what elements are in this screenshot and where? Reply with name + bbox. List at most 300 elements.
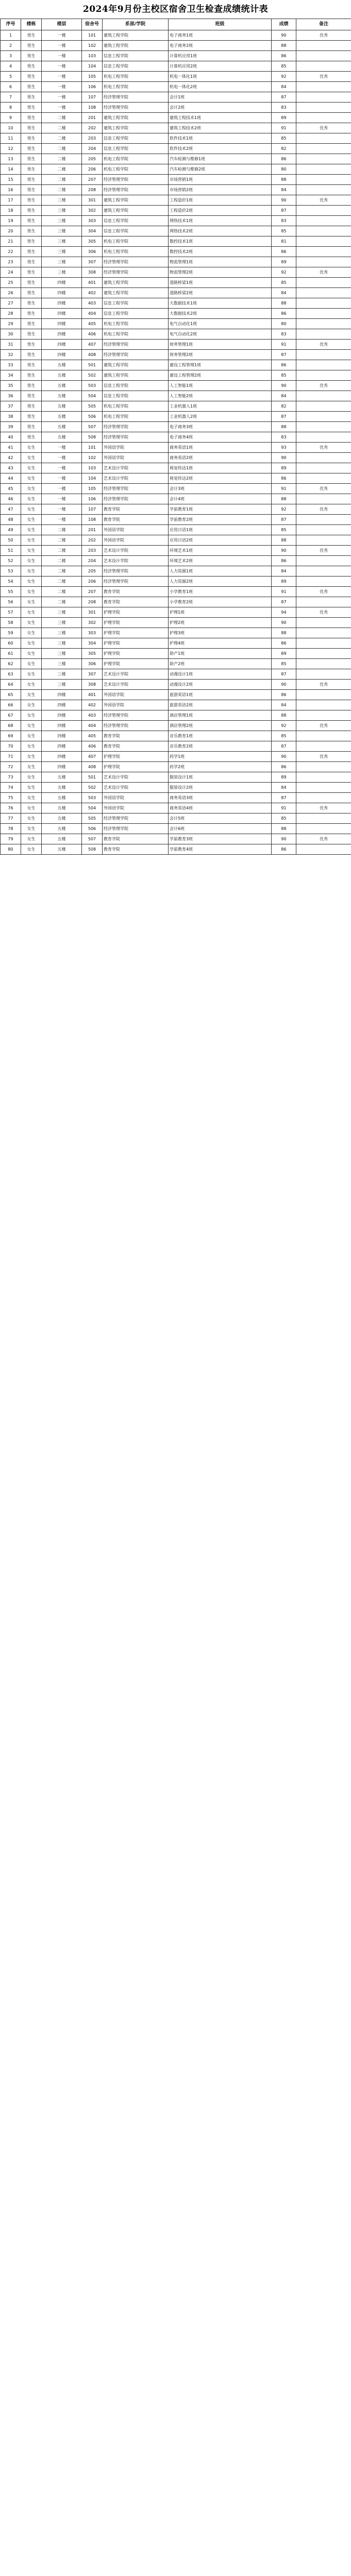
table-cell: 507 (82, 834, 103, 844)
table-row (1, 113, 351, 123)
table-cell: 207 (82, 587, 103, 597)
table-cell: 506 (82, 824, 103, 834)
table-cell: 502 (82, 370, 103, 381)
table-cell: 男生 (21, 432, 42, 443)
table-cell: 一楼 (42, 92, 82, 103)
table-cell: 男生 (21, 133, 42, 144)
table-cell: 工程造价1班 (169, 195, 272, 206)
table-cell: 85 (272, 61, 296, 72)
header-cell: 备注 (296, 19, 351, 30)
table-cell: 30 (1, 329, 21, 340)
table-cell: 酒店管理1班 (169, 710, 272, 721)
table-cell: 201 (82, 113, 103, 123)
table-cell: 203 (82, 546, 103, 556)
table-cell: 女生 (21, 752, 42, 762)
table-cell (296, 391, 351, 401)
table-cell: 91 (272, 484, 296, 494)
table-cell: 一楼 (42, 443, 82, 453)
table-row (1, 473, 351, 484)
table-cell: 83 (272, 329, 296, 340)
table-cell: 男生 (21, 391, 42, 401)
table-cell: 软件技术2班 (169, 144, 272, 154)
table-cell: 女生 (21, 453, 42, 463)
table-row (1, 329, 351, 340)
table-cell: 86 (272, 247, 296, 257)
sheet-title: 2024年9月份主校区宿舍卫生检查成绩统计表 (82, 4, 269, 14)
table-cell: 84 (272, 566, 296, 577)
table-cell (296, 370, 351, 381)
table-cell: 艺术设计学院 (103, 669, 169, 680)
table-cell: 90 (272, 680, 296, 690)
table-cell: 104 (82, 473, 103, 484)
table-cell: 男生 (21, 360, 42, 370)
table-cell: 63 (1, 669, 21, 680)
table-cell: 83 (272, 216, 296, 226)
table-cell (296, 51, 351, 61)
table-cell: 人工智能2班 (169, 391, 272, 401)
table-cell: 四楼 (42, 329, 82, 340)
table-cell (296, 638, 351, 649)
table-cell: 四楼 (42, 350, 82, 360)
table-cell: 男生 (21, 257, 42, 267)
table-cell: 88 (272, 824, 296, 834)
table-cell: 65 (1, 690, 21, 700)
table-cell: 三楼 (42, 247, 82, 257)
table-cell: 27 (1, 298, 21, 309)
table-cell (296, 61, 351, 72)
table-cell: 经济管理学院 (103, 350, 169, 360)
table-cell: 学前教育4班 (169, 844, 272, 855)
table-row (1, 525, 351, 535)
table-cell: 商务英语4班 (169, 803, 272, 814)
table-cell: 89 (272, 257, 296, 267)
table-cell: 15 (1, 175, 21, 185)
table-cell: 女生 (21, 834, 42, 844)
header-cell: 楼层 (42, 19, 82, 30)
table-cell: 28 (1, 309, 21, 319)
table-cell: 106 (82, 494, 103, 504)
table-cell: 学前教育3班 (169, 834, 272, 844)
table-cell: 78 (1, 824, 21, 834)
table-row (1, 195, 351, 206)
table-cell: 四楼 (42, 319, 82, 329)
table-cell: 303 (82, 628, 103, 638)
table-cell: 92 (272, 267, 296, 278)
table-cell: 电子商务1班 (169, 30, 272, 41)
table-cell (296, 257, 351, 267)
table-cell: 男生 (21, 72, 42, 82)
table-cell: 视觉传达1班 (169, 463, 272, 473)
table-cell: 90 (272, 752, 296, 762)
table-cell: 外国语学院 (103, 525, 169, 535)
table-cell: 102 (82, 41, 103, 51)
table-cell: 女生 (21, 844, 42, 855)
table-cell: 男生 (21, 154, 42, 164)
table-cell: 85 (272, 731, 296, 741)
table-cell: 二楼 (42, 154, 82, 164)
header-cell: 宿舍号 (82, 19, 103, 30)
table-row (1, 133, 351, 144)
table-cell: 电子商务2班 (169, 41, 272, 51)
table-row (1, 41, 351, 51)
table-cell: 105 (82, 72, 103, 82)
table-cell: 女生 (21, 814, 42, 824)
table-cell: 208 (82, 185, 103, 195)
table-row (1, 649, 351, 659)
table-cell: 女生 (21, 649, 42, 659)
table-cell: 406 (82, 741, 103, 752)
table-cell (296, 690, 351, 700)
table-cell: 男生 (21, 206, 42, 216)
table-cell: 88 (272, 422, 296, 432)
table-cell: 女生 (21, 618, 42, 628)
table-cell: 女生 (21, 463, 42, 473)
table-cell: 一楼 (42, 51, 82, 61)
table-cell: 应用日语2班 (169, 535, 272, 546)
table-cell: 82 (272, 401, 296, 412)
table-cell: 302 (82, 618, 103, 628)
table-cell: 外国语学院 (103, 535, 169, 546)
table-cell: 二楼 (42, 175, 82, 185)
table-cell: 二楼 (42, 535, 82, 546)
table-cell: 护理学院 (103, 628, 169, 638)
table-cell: 87 (272, 412, 296, 422)
table-cell: 男生 (21, 41, 42, 51)
table-cell: 经济管理学院 (103, 566, 169, 577)
table-cell: 二楼 (42, 164, 82, 175)
score-table (0, 19, 351, 855)
table-cell: 女生 (21, 762, 42, 772)
table-cell: 104 (82, 61, 103, 72)
table-cell: 四楼 (42, 288, 82, 298)
table-cell: 男生 (21, 123, 42, 133)
table-row (1, 690, 351, 700)
table-cell: 7 (1, 92, 21, 103)
table-row (1, 721, 351, 731)
table-cell: 92 (272, 504, 296, 515)
table-row (1, 82, 351, 92)
table-cell: 402 (82, 288, 103, 298)
table-row (1, 288, 351, 298)
table-cell: 72 (1, 762, 21, 772)
table-cell: 57 (1, 607, 21, 618)
table-cell: 护理学院 (103, 762, 169, 772)
table-cell: 优秀 (296, 546, 351, 556)
table-cell: 建设工程管理2班 (169, 370, 272, 381)
table-cell: 经济管理学院 (103, 710, 169, 721)
table-cell: 机电一体化2班 (169, 82, 272, 92)
table-cell: 87 (272, 206, 296, 216)
table-row (1, 401, 351, 412)
table-cell: 508 (82, 844, 103, 855)
table-cell (296, 824, 351, 834)
table-cell: 工业机器人2班 (169, 412, 272, 422)
table-cell: 旅游英语1班 (169, 690, 272, 700)
table-cell: 四楼 (42, 721, 82, 731)
table-cell: 53 (1, 566, 21, 577)
table-cell: 三楼 (42, 649, 82, 659)
table-cell (296, 628, 351, 638)
table-cell: 306 (82, 659, 103, 669)
table-cell: 工业机器人1班 (169, 401, 272, 412)
table-row (1, 834, 351, 844)
table-cell: 101 (82, 443, 103, 453)
table-cell: 14 (1, 164, 21, 175)
header-cell: 成绩 (272, 19, 296, 30)
header-cell: 班级 (169, 19, 272, 30)
table-cell: 商务英语1班 (169, 443, 272, 453)
table-cell: 机电工程学院 (103, 82, 169, 92)
table-cell (296, 236, 351, 247)
table-cell: 88 (272, 535, 296, 546)
table-cell: 信息工程学院 (103, 309, 169, 319)
table-row (1, 226, 351, 236)
table-cell: 五楼 (42, 834, 82, 844)
table-cell: 88 (272, 298, 296, 309)
table-cell: 66 (1, 700, 21, 710)
table-cell: 94 (272, 607, 296, 618)
table-cell: 49 (1, 525, 21, 535)
table-cell: 88 (272, 175, 296, 185)
table-cell: 89 (272, 577, 296, 587)
table-cell: 43 (1, 463, 21, 473)
table-cell: 外国语学院 (103, 443, 169, 453)
table-cell: 道路桥梁1班 (169, 278, 272, 288)
table-cell (296, 741, 351, 752)
table-cell: 44 (1, 473, 21, 484)
table-cell: 401 (82, 278, 103, 288)
table-cell: 87 (272, 92, 296, 103)
table-cell: 药学1班 (169, 752, 272, 762)
table-cell: 经济管理学院 (103, 824, 169, 834)
table-cell: 39 (1, 422, 21, 432)
table-cell: 助产1班 (169, 649, 272, 659)
table-row (1, 504, 351, 515)
table-cell: 86 (272, 51, 296, 61)
table-cell: 二楼 (42, 597, 82, 607)
table-cell: 女生 (21, 597, 42, 607)
table-cell: 女生 (21, 659, 42, 669)
table-cell: 二楼 (42, 144, 82, 154)
table-cell: 人力资源1班 (169, 566, 272, 577)
table-cell: 403 (82, 710, 103, 721)
table-cell: 会计1班 (169, 92, 272, 103)
table-cell (296, 309, 351, 319)
table-cell: 84 (272, 82, 296, 92)
table-row (1, 175, 351, 185)
table-cell: 男生 (21, 278, 42, 288)
table-cell: 86 (272, 762, 296, 772)
table-cell: 18 (1, 206, 21, 216)
table-cell: 90 (272, 618, 296, 628)
table-cell (296, 515, 351, 525)
table-row (1, 257, 351, 267)
table-cell: 环境艺术1班 (169, 546, 272, 556)
table-row (1, 216, 351, 226)
table-cell: 男生 (21, 401, 42, 412)
table-cell: 机电工程学院 (103, 401, 169, 412)
table-cell: 机电工程学院 (103, 329, 169, 340)
table-cell: 男生 (21, 216, 42, 226)
table-cell: 人工智能1班 (169, 381, 272, 391)
table-cell: 16 (1, 185, 21, 195)
table-cell (296, 319, 351, 329)
table-cell: 103 (82, 51, 103, 61)
table-cell: 男生 (21, 309, 42, 319)
table-row (1, 319, 351, 329)
table-cell: 信息工程学院 (103, 226, 169, 236)
table-cell: 三楼 (42, 267, 82, 278)
table-cell: 女生 (21, 638, 42, 649)
table-cell (296, 206, 351, 216)
table-cell (296, 41, 351, 51)
table-cell: 女生 (21, 680, 42, 690)
table-cell: 90 (272, 195, 296, 206)
table-cell (296, 577, 351, 587)
table-cell (296, 401, 351, 412)
table-cell: 女生 (21, 525, 42, 535)
table-cell: 107 (82, 92, 103, 103)
table-cell: 86 (272, 154, 296, 164)
table-cell: 2 (1, 41, 21, 51)
table-cell: 42 (1, 453, 21, 463)
table-cell: 男生 (21, 226, 42, 236)
table-cell: 男生 (21, 144, 42, 154)
table-cell: 91 (272, 803, 296, 814)
table-cell: 优秀 (296, 752, 351, 762)
table-row (1, 494, 351, 504)
table-cell: 四楼 (42, 752, 82, 762)
table-cell: 304 (82, 226, 103, 236)
table-cell: 女生 (21, 504, 42, 515)
table-cell: 电气自动化1班 (169, 319, 272, 329)
table-cell: 407 (82, 340, 103, 350)
table-cell: 一楼 (42, 504, 82, 515)
table-cell (296, 164, 351, 175)
table-cell: 四楼 (42, 690, 82, 700)
table-cell: 女生 (21, 783, 42, 793)
table-cell: 106 (82, 82, 103, 92)
table-cell: 3 (1, 51, 21, 61)
table-cell: 54 (1, 577, 21, 587)
table-cell: 工程造价2班 (169, 206, 272, 216)
table-cell: 87 (272, 793, 296, 803)
table-cell: 74 (1, 783, 21, 793)
table-cell: 建筑工程学院 (103, 278, 169, 288)
table-row (1, 278, 351, 288)
table-cell (296, 298, 351, 309)
table-row (1, 535, 351, 546)
table-row (1, 680, 351, 690)
table-cell: 31 (1, 340, 21, 350)
table-row (1, 515, 351, 525)
table-cell: 85 (272, 525, 296, 535)
table-row (1, 783, 351, 793)
table-row (1, 772, 351, 783)
table-cell: 经济管理学院 (103, 432, 169, 443)
table-cell: 男生 (21, 236, 42, 247)
table-cell: 商务英语3班 (169, 793, 272, 803)
score-sheet (0, 0, 351, 855)
table-cell: 女生 (21, 824, 42, 834)
table-cell: 408 (82, 762, 103, 772)
table-cell: 女生 (21, 577, 42, 587)
table-cell (296, 422, 351, 432)
table-cell: 三楼 (42, 638, 82, 649)
table-cell: 四楼 (42, 710, 82, 721)
table-cell: 护理1班 (169, 607, 272, 618)
table-cell: 93 (272, 443, 296, 453)
table-cell: 教育学院 (103, 597, 169, 607)
table-cell: 408 (82, 350, 103, 360)
table-row (1, 587, 351, 597)
table-cell: 女生 (21, 473, 42, 484)
table-cell: 三楼 (42, 680, 82, 690)
table-cell: 应用日语1班 (169, 525, 272, 535)
table-row (1, 597, 351, 607)
table-cell: 405 (82, 731, 103, 741)
table-cell: 经济管理学院 (103, 340, 169, 350)
table-cell: 女生 (21, 546, 42, 556)
table-cell: 五楼 (42, 401, 82, 412)
table-row (1, 144, 351, 154)
table-cell (296, 700, 351, 710)
table-cell: 网络技术1班 (169, 216, 272, 226)
table-cell: 305 (82, 236, 103, 247)
table-cell: 90 (272, 546, 296, 556)
table-row (1, 51, 351, 61)
table-cell: 学前教育1班 (169, 504, 272, 515)
table-cell: 教育学院 (103, 741, 169, 752)
table-cell: 机电工程学院 (103, 236, 169, 247)
table-cell: 女生 (21, 741, 42, 752)
table-cell: 51 (1, 546, 21, 556)
table-row (1, 803, 351, 814)
table-cell: 商务英语2班 (169, 453, 272, 463)
table-cell: 一楼 (42, 473, 82, 484)
table-cell: 一楼 (42, 72, 82, 82)
table-cell: 四楼 (42, 298, 82, 309)
table-cell: 505 (82, 401, 103, 412)
table-cell: 男生 (21, 422, 42, 432)
table-row (1, 566, 351, 577)
table-cell (296, 144, 351, 154)
table-cell: 五楼 (42, 772, 82, 783)
table-cell: 四楼 (42, 340, 82, 350)
table-row (1, 123, 351, 133)
table-row (1, 247, 351, 257)
table-cell: 护理学院 (103, 752, 169, 762)
table-cell: 88 (272, 628, 296, 638)
table-cell: 男生 (21, 340, 42, 350)
table-cell: 优秀 (296, 381, 351, 391)
table-cell: 艺术设计学院 (103, 546, 169, 556)
table-cell: 302 (82, 206, 103, 216)
table-cell: 优秀 (296, 834, 351, 844)
table-cell: 学前教育2班 (169, 515, 272, 525)
table-cell: 教育学院 (103, 587, 169, 597)
table-cell: 308 (82, 680, 103, 690)
table-cell: 市场营销1班 (169, 175, 272, 185)
table-cell: 90 (272, 381, 296, 391)
table-cell: 一楼 (42, 515, 82, 525)
table-cell: 二楼 (42, 577, 82, 587)
table-cell: 1 (1, 30, 21, 41)
table-row (1, 185, 351, 195)
table-cell: 75 (1, 793, 21, 803)
table-cell: 55 (1, 587, 21, 597)
table-cell: 会计5班 (169, 814, 272, 824)
